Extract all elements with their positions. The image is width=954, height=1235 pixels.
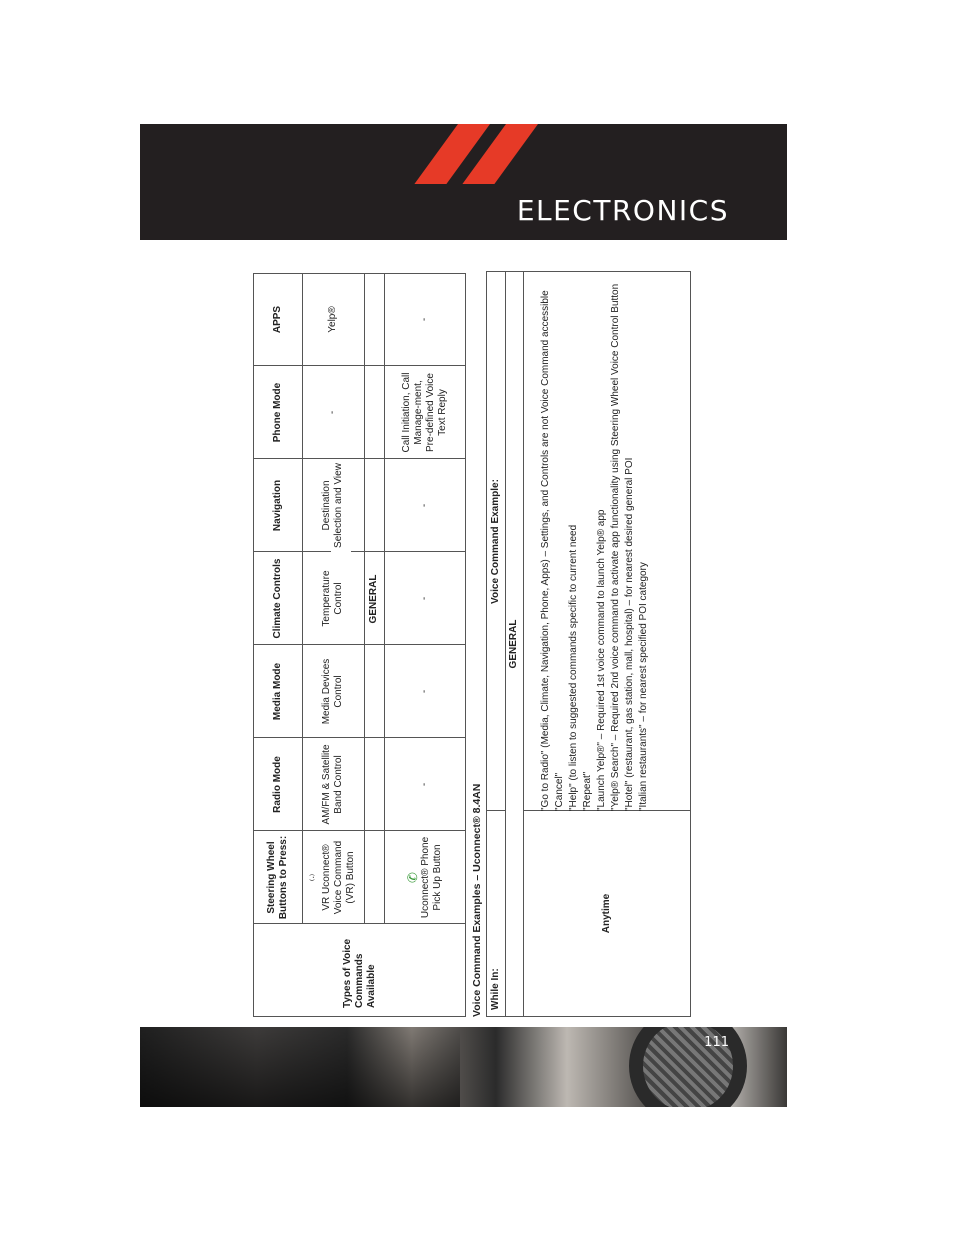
vr-button-label: VR Uconnect® Voice Command (VR) Button	[321, 840, 356, 915]
section-header	[140, 124, 787, 240]
table-cell: -	[418, 596, 430, 601]
col-header-climate: Climate Controls	[272, 558, 283, 639]
footer-image	[140, 1027, 787, 1107]
table-cell: Media Devices Control	[321, 658, 344, 725]
col-header-radio: Radio Mode	[272, 756, 283, 813]
col-header-media: Media Mode	[272, 662, 283, 721]
voice-commands-table	[253, 273, 466, 1017]
rotated-content	[253, 271, 691, 1017]
command-item: "Hotel" (restaurant, gas station, mall, hospital) – for nearest desired general POI	[624, 457, 635, 811]
general-band: GENERAL	[508, 619, 519, 669]
phone-button-cell	[384, 831, 465, 924]
table-cell: Destination Selection and View	[321, 463, 344, 548]
section-title: ELECTRONICS	[516, 194, 729, 227]
row-label-anytime: Anytime	[600, 893, 612, 934]
command-item: "Go to Radio" (Media, Climate, Navigation, Phone, Apps) – Settings, and Controls are not Voice Command accessible	[540, 290, 551, 811]
table-cell: Call Initiation, Call Manage-ment, Pre-defined Voice Text Reply	[400, 372, 448, 453]
table-caption: Voice Command Examples – Uconnect® 8.4AN	[471, 783, 483, 1017]
table-cell: Temperature Control	[321, 570, 344, 627]
row-header: Types of Voice Commands Available	[341, 938, 377, 1008]
col-header-steering: Steering Wheel Buttons to Press:	[266, 835, 289, 920]
col-header-phone: Phone Mode	[272, 382, 283, 443]
command-item: "Italian restaurants" – for nearest specified POI category	[638, 562, 649, 811]
phone-button-label: Uconnect® Phone Pick Up Button	[419, 836, 443, 919]
table-cell: -	[418, 689, 430, 694]
command-list	[539, 276, 651, 811]
general-band: GENERAL	[368, 574, 379, 624]
table-cell: -	[418, 782, 430, 787]
car-hood-image	[140, 1027, 460, 1107]
command-item: "Yelp® Search" – Required 2nd voice command to activate app functionality using Steering Wheel Voice Control Button	[610, 283, 621, 811]
col-header-navigation: Navigation	[272, 479, 283, 532]
table-cell: -	[327, 410, 338, 415]
table-cell: -	[418, 317, 430, 322]
phone-icon: ✆	[404, 872, 420, 883]
table-cell: Yelp®	[327, 306, 338, 333]
col-header-while-in: While In:	[490, 968, 501, 1010]
col-header-example: Voice Command Example:	[490, 479, 501, 604]
voice-command-icon: ⁽ᐧ⁾	[309, 873, 320, 882]
command-item: "Repeat"	[582, 771, 593, 811]
table-cell: AM/FM & Satellite Band Control	[321, 744, 344, 825]
command-item: "Launch Yelp®" – Required 1st voice command to launch Yelp® app	[596, 509, 607, 811]
page-number: 111	[704, 1035, 729, 1050]
command-item: "Help" (to listen to suggested commands specific to current need	[568, 524, 579, 811]
col-header-apps: APPS	[272, 305, 283, 334]
voice-command-examples-table	[486, 271, 691, 1017]
command-item: "Cancel"	[554, 772, 565, 811]
tire-image	[629, 1027, 747, 1107]
vr-button-cell	[302, 831, 364, 924]
table-cell: -	[418, 503, 430, 508]
